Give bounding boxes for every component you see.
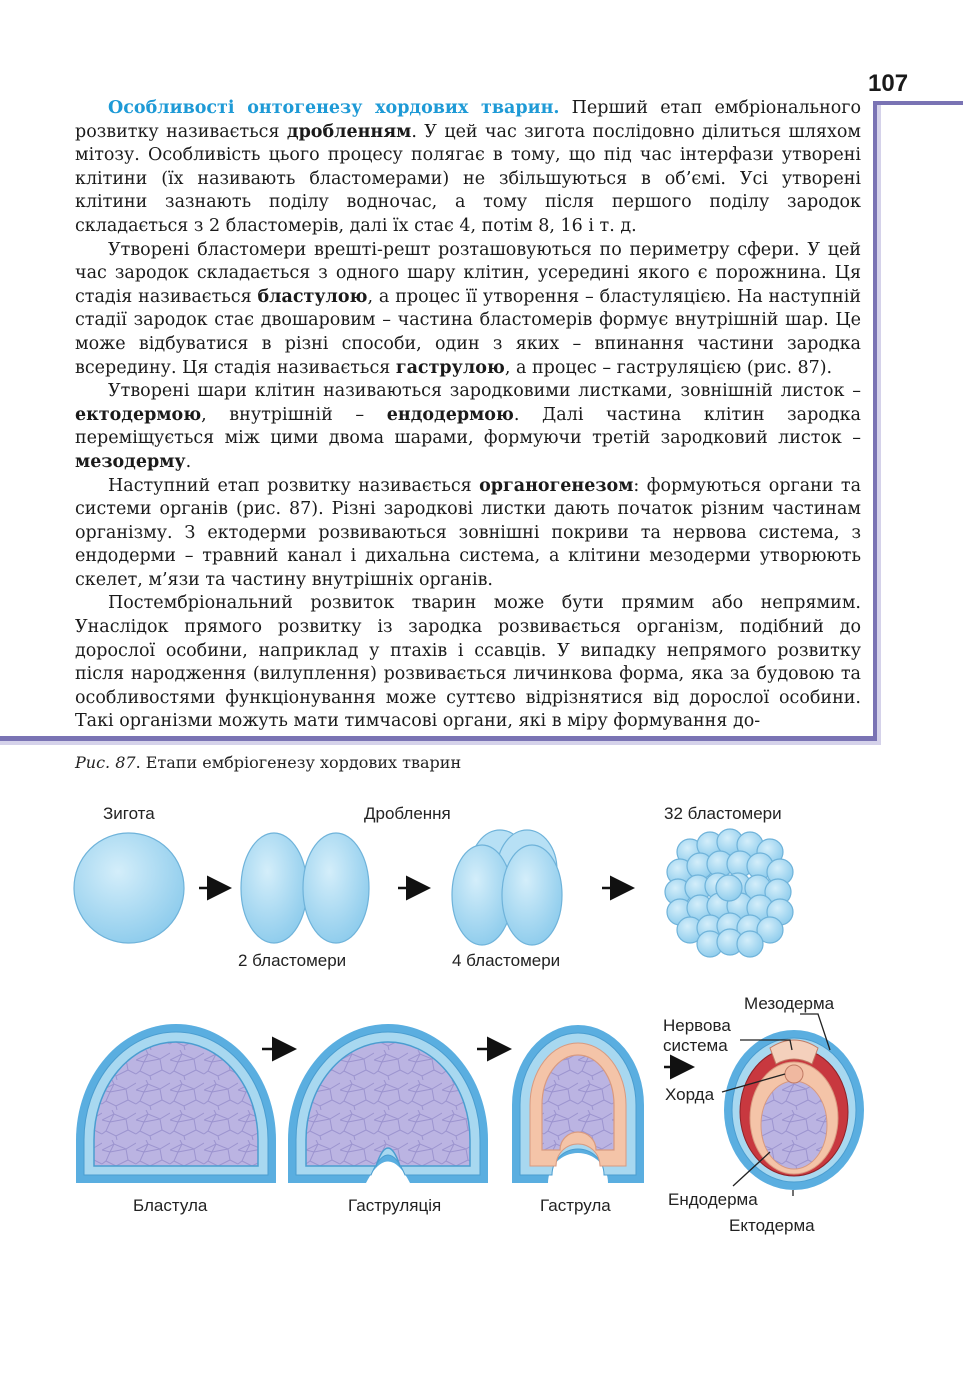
text-run: Постембріональний розвиток тварин може бути прямим або непрямим. Унаслідок прямого розвитку із зародка розвивається організм, подібний до дорослої особини, наприклад у птахів і ссавців. У випадку непрямого розвитку після народження (вилуплення) розвивається личинкова форма, яка за будовою та особливостями функціонування може суттєво відрізнятися від дорослої особини. Такі організми можуть мати тимчасові органи, які в міру формування до- — [75, 593, 861, 732]
zygote-cell — [74, 833, 184, 943]
page-number: 107 — [868, 70, 909, 97]
gastrula — [512, 1025, 644, 1183]
text-run: : формуються органи та системи органів (рис. 87). Різні зародкові листки дають початок різним частинам організму. З ектодерми розвиваються зовнішні покриви та нервова система, з ендодерми – травний канал і дихальна система, а клітини мезодерми утворюють скелет, м’язи та частину внутрішніх органів. — [75, 475, 862, 590]
label-zygote: Зигота — [103, 804, 155, 823]
text-run: , а процес – гаструляцією (рис. 87). — [504, 357, 833, 378]
text-run: . У цей час зигота послідовно ділиться шляхом мітозу. Особливість цього процесу полягає в тому, що під час інтерфази утворені клітини (їх називають бластомерами) не збільшуються в об’ємі. Усі утворені клітини зазнають поділу водночас, а тому після першого поділу зародок складається з 2 бластомерів, далі їх стає 4, потім 8, 16 і т. д. — [75, 121, 861, 236]
label-cleavage: Дроблення — [364, 804, 451, 823]
blastomere-cell — [716, 875, 742, 901]
figure-caption-label: Рис. 87 — [75, 753, 136, 772]
term: мезодерму — [75, 451, 186, 472]
term: органогенезом — [479, 475, 634, 496]
section-heading: Особливості онтогенезу хордових тварин. — [108, 98, 560, 118]
term: гаструлою — [395, 357, 505, 378]
label-4-blastomeres: 4 бластомери — [452, 951, 561, 970]
label-gastrula: Гаструла — [540, 1196, 611, 1215]
label-endoderm: Ендодерма — [668, 1190, 758, 1209]
text-run: Утворені шари клітин називаються зародковими листками, зовнішній листок – — [108, 381, 861, 402]
label-ectoderm: Ектодерма — [729, 1216, 815, 1235]
label-blastula: Бластула — [133, 1196, 208, 1215]
label-mesoderm: Мезодерма — [744, 994, 835, 1013]
label-32-blastomeres: 32 бластомери — [664, 804, 782, 823]
label-nervous-system: Нервова система — [663, 1016, 731, 1055]
gastrulation-embryo — [288, 1024, 488, 1183]
term: дробленням — [286, 121, 412, 142]
neurula-embryo — [724, 1030, 864, 1190]
text-run: Утворені бластомери врешті-решт розташовуються по периметру сфери. У цей час зародок складається з одного шару клітин, усередині якого є порожнина. Ця стадія називається — [75, 239, 861, 307]
text-run: . Далі частина клітин зародка переміщується між цими двома шарами, формуючи третій зародковий листок – — [75, 404, 861, 449]
text-run: . — [185, 451, 192, 472]
text-run: Наступний етап розвитку називається — [108, 475, 480, 496]
label-gastrulation: Гаструляція — [348, 1196, 442, 1215]
label-notochord: Хорда — [665, 1085, 715, 1104]
label-2-blastomeres: 2 бластомери — [238, 951, 347, 970]
text-run: Перший етап ембріонального розвитку називається — [75, 98, 861, 142]
two-blastomeres — [241, 833, 369, 943]
morula — [665, 829, 793, 957]
term: ендодермою — [386, 404, 514, 425]
four-blastomeres — [452, 830, 562, 945]
blastomere-cell — [737, 931, 763, 957]
figure-caption-text: . Етапи ембріогенезу хордових тварин — [135, 753, 462, 772]
text-run: , а процес її утворення – бластуляцією. На наступній стадії зародок стає двошаровим – частина бластомерів формує внутрішній шар. Це може відбуватися в різні способи, один з яких – впинання частини зародка всередину. Ця стадія називається — [75, 286, 861, 378]
term: бластулою — [257, 286, 368, 307]
blastula — [76, 1024, 276, 1183]
text-run: , внутрішній – — [201, 404, 387, 425]
term: ектодермою — [75, 404, 202, 425]
